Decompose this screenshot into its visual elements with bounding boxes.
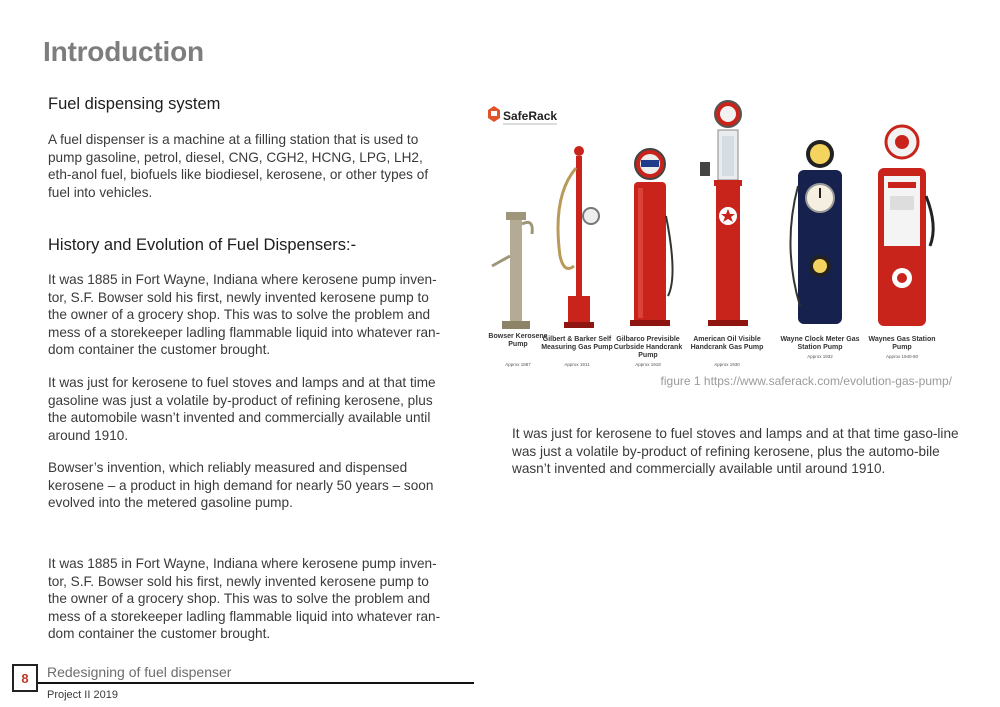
pump-label-5: Wayne Clock Meter Gas Station Pump xyxy=(780,336,860,351)
pump-label-4: American Oil Visible Handcrank Gas Pump xyxy=(690,336,764,351)
history-paragraph-4: It was 1885 in Fort Wayne, Indiana where kerosene pump inven-tor, S.F. Bowser sold his first, newly invented kerosene pump to the owner of a grocery shop. This was to solve the problem and mess of a storekeeper ladling flammable liquid into whatever ran-dom container the customer brought. xyxy=(48,556,441,642)
footer-subtitle: Project II 2019 xyxy=(47,689,118,701)
figure-caption: figure 1 https://www.saferack.com/evolution-gas-pump/ xyxy=(660,374,952,388)
pump-approx-4: Approx 1930 xyxy=(714,362,740,367)
pump-approx-2: Approx 1911 xyxy=(564,362,590,367)
footer-divider xyxy=(12,682,474,684)
waynes-gas-station-pump-icon xyxy=(878,126,933,326)
gas-pump-evolution-figure xyxy=(482,96,952,376)
pump-approx-3: Approx 1918 xyxy=(635,362,661,367)
bowser-kerosene-pump-icon xyxy=(492,212,532,329)
saferack-logo-icon xyxy=(488,106,557,124)
page-title: Introduction xyxy=(43,36,204,67)
section-heading-fuel-dispensing: Fuel dispensing system xyxy=(48,95,221,113)
page-number-badge xyxy=(12,664,38,692)
pump-approx-1: Approx 1887 xyxy=(505,362,531,367)
history-paragraph-1: It was 1885 in Fort Wayne, Indiana where kerosene pump inven-tor, S.F. Bowser sold his first, newly invented kerosene pump to the owner of a grocery shop. This was to solve the problem and mess of a storekeeper ladling flammable liquid into whatever ran-dom container the customer brought. xyxy=(48,272,441,358)
gilbert-barker-pump-icon xyxy=(558,146,599,328)
page-number: 8 xyxy=(21,670,29,686)
section-heading-history: History and Evolution of Fuel Dispensers:- xyxy=(48,236,357,254)
american-oil-pump-icon xyxy=(700,101,748,326)
fuel-dispenser-paragraph: A fuel dispenser is a machine at a filling station that is used to pump gasoline, petrol, diesel, CNG, CGH2, HCNG, LPG, LH2, eth-anol fuel, biofuels like biodiesel, kerosene, or other types of fuel into vehicles. xyxy=(48,132,429,200)
footer-title: Redesigning of fuel dispenser xyxy=(47,664,232,680)
history-paragraph-2: It was just for kerosene to fuel stoves and lamps and at that time gasoline was just a volatile by-product of refining kerosene, plus the automobile wasn’t invented and commercially available until around 1910. xyxy=(48,375,436,443)
history-paragraph-3: Bowser’s invention, which reliably measured and dispensed kerosene – a product in high demand for nearly 50 years – soon evolved into the metered gasoline pump. xyxy=(48,460,434,511)
saferack-logo-text: SafeRack xyxy=(503,109,558,123)
pump-label-2: Gilbert & Barker Self Measuring Gas Pump xyxy=(541,336,613,351)
wayne-clock-meter-pump-icon xyxy=(790,140,842,324)
right-column-paragraph: It was just for kerosene to fuel stoves and lamps and at that time gaso-line was just a volatile by-product of refining kerosene, plus the automo-bile wasn’t invented and commercially available until around 1910. xyxy=(512,426,959,477)
pump-approx-6: Approx 1940-50 xyxy=(885,354,919,359)
pump-approx-5: Approx 1932 xyxy=(807,354,833,359)
gilbarco-curbside-pump-icon xyxy=(630,149,673,326)
pump-label-6: Waynes Gas Station Pump xyxy=(868,336,936,351)
pump-label-3: Gilbarco Previsible Curbside Handcrank Pump xyxy=(613,336,683,359)
pump-label-1: Bowser Kerosene Pump xyxy=(488,333,548,348)
